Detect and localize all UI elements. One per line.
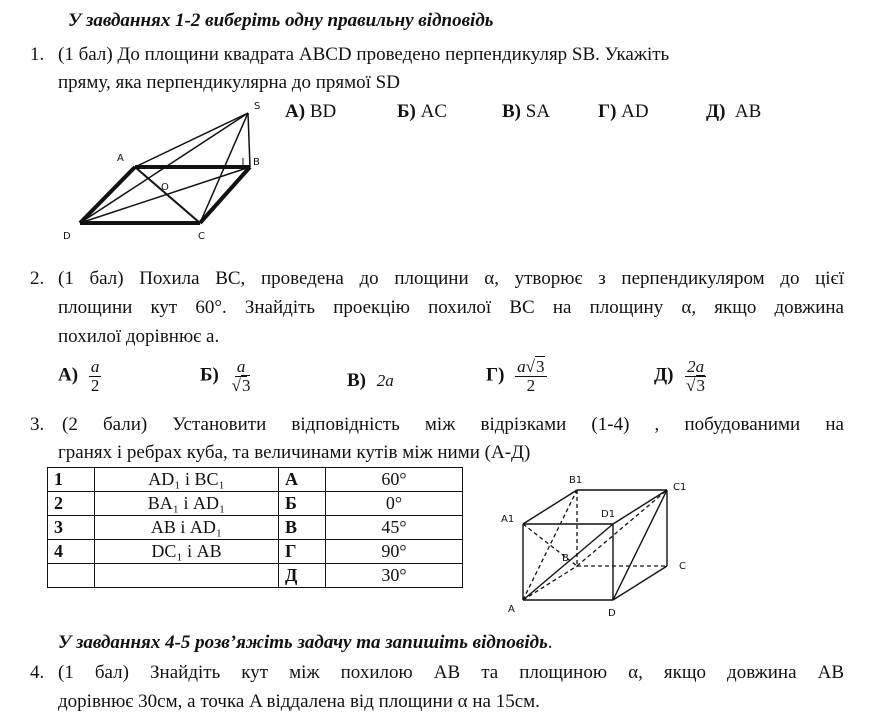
q1-option-b	[397, 101, 447, 123]
q2-option-e	[654, 358, 707, 395]
angle-letter: Д	[279, 564, 326, 588]
section-heading-2-dot: .	[547, 632, 553, 653]
label-C1: C1	[673, 482, 687, 493]
q2-option-b	[200, 358, 252, 395]
cube-figure	[495, 470, 705, 620]
label-A: A	[117, 153, 124, 164]
label-A: A	[508, 604, 515, 615]
q2-option-a-den: 2	[90, 375, 100, 395]
diagonal-AC	[135, 167, 200, 223]
q2-option-a-num: a	[90, 357, 100, 376]
segment-BC1	[577, 490, 667, 566]
pyramid-figure	[55, 95, 275, 250]
q2-option-c	[347, 370, 394, 392]
segment-pair: AB і AD₁	[95, 516, 279, 540]
angle-value: 60°	[326, 468, 463, 492]
label-B: B	[253, 157, 260, 168]
q2-option-d	[486, 358, 547, 395]
q2-option-e-fraction: $\frac{2a}{√3}$	[686, 357, 705, 395]
q1-number: 1.	[30, 44, 45, 65]
table-row	[48, 516, 463, 540]
q1-option-e-letter: Д)	[706, 101, 726, 122]
section-heading-2-text: У завданнях 4-5 розв’яжіть задачу та запишіть відповідь	[58, 632, 548, 653]
q2-option-a-fraction	[89, 358, 102, 395]
q1-option-d-value: AD	[621, 101, 649, 122]
q2-option-a-letter: А)	[58, 364, 79, 386]
q2-option-c-value: 2a	[376, 371, 394, 390]
label-A1: A1	[501, 514, 515, 525]
segment-pair: BA₁ і AD₁	[95, 492, 279, 516]
angle-value: 45°	[326, 516, 463, 540]
angle-letter: Б	[279, 492, 326, 516]
q1-option-a-value: BD	[309, 101, 337, 122]
section-heading-2	[58, 632, 553, 654]
row-number: 1	[48, 468, 95, 492]
q2-option-d-letter: Г)	[486, 364, 505, 386]
q2-option-e-den: 3	[696, 375, 705, 395]
q2-option-b-num: a	[236, 357, 246, 376]
q2-option-e-num: 2a	[687, 357, 705, 376]
q2-option-d-fraction: $\frac{a√3}{2}$	[517, 357, 545, 395]
row-number: 3	[48, 516, 95, 540]
angle-value: 30°	[326, 564, 463, 588]
q1-option-a-letter: А)	[285, 101, 306, 122]
segment-A1B	[523, 524, 577, 566]
q2-option-b-letter: Б)	[200, 364, 219, 386]
q1-option-e-value: AB	[734, 101, 762, 122]
q3-text-line1: (2 бали) Установити відповідність між відрізками (1-4) , побудованими на	[62, 414, 844, 435]
q1-option-c-value: SA	[525, 101, 551, 122]
q1-option-b-letter: Б)	[397, 101, 416, 122]
label-B1: B1	[569, 475, 583, 486]
label-D: D	[63, 231, 71, 242]
angle-letter: В	[279, 516, 326, 540]
q1-option-c-letter: В)	[502, 101, 521, 122]
q2-number: 2.	[30, 268, 45, 289]
table-row	[48, 492, 463, 516]
q1-text-line2: пряму, яка перпендикулярна до прямої SD	[58, 72, 400, 93]
q1-option-b-value: AC	[420, 101, 448, 122]
q2-option-d-num-pre: a	[517, 357, 526, 376]
label-D1: D1	[601, 509, 616, 520]
angle-value: 0°	[326, 492, 463, 516]
section-heading-1: У завданнях 1-2 виберіть одну правильну відповідь	[68, 10, 494, 31]
row-number: 2	[48, 492, 95, 516]
q1-option-a	[285, 101, 336, 123]
q1-text-line1: (1 бал) До площини квадрата ABCD проведено перпендикуляр SB. Укажіть	[58, 44, 670, 65]
angle-value: 90°	[326, 540, 463, 564]
q3-number: 3.	[30, 414, 45, 435]
segment-pair	[95, 564, 279, 588]
label-S: S	[254, 101, 261, 112]
q2-option-b-fraction: $\frac{a}{√3}$	[231, 357, 251, 395]
label-D: D	[608, 608, 616, 619]
edge-SB	[248, 113, 250, 167]
q1-option-e	[706, 101, 761, 123]
segment-pair: AD₁ і BC₁	[95, 468, 279, 492]
segment-pair: DC₁ і AB	[95, 540, 279, 564]
angle-letter: А	[279, 468, 326, 492]
q2-option-e-letter: Д)	[654, 364, 674, 386]
label-O: O	[161, 182, 169, 193]
q4-number: 4.	[30, 662, 45, 683]
matching-table	[47, 467, 463, 588]
angle-letter: Г	[279, 540, 326, 564]
table-row	[48, 564, 463, 588]
q2-option-c-letter: В)	[347, 370, 366, 391]
label-B: B	[562, 553, 569, 564]
q4-text-line2: дорівнює 30см, а точка A віддалена від площини α на 15см.	[58, 691, 540, 712]
q2-text-line3: похилої дорівнює а.	[58, 326, 220, 347]
label-C: C	[679, 561, 686, 572]
q4-text-line1: (1 бал) Знайдіть кут між похилою AB та площиною α, якщо довжина AB	[58, 662, 844, 683]
q1-option-d-letter: Г)	[598, 101, 617, 122]
row-number: 4	[48, 540, 95, 564]
q1-option-c	[502, 101, 550, 123]
q2-option-b-den: 3	[241, 375, 251, 395]
q3-text-line2: гранях і ребрах куба, та величинами кутів між ними (А-Д)	[58, 442, 531, 463]
edge-SA	[135, 113, 248, 167]
label-C: C	[198, 231, 205, 242]
q2-option-d-num-sqrt: 3	[536, 357, 545, 376]
q1-option-d	[598, 101, 649, 123]
q2-text-line1: (1 бал) Похила BC, проведена до площини α, утворює з перпендикуляром до цієї	[58, 268, 844, 289]
table-row	[48, 468, 463, 492]
q2-text-line2: площини кут 60°. Знайдіть проекцію похилої BC на площину α, якщо довжина	[58, 297, 844, 318]
edge-AB	[523, 566, 577, 600]
row-number	[48, 564, 95, 588]
q2-option-d-den: 2	[526, 375, 536, 395]
q2-option-a	[58, 358, 101, 395]
table-row	[48, 540, 463, 564]
edge-A1B1	[523, 490, 577, 524]
